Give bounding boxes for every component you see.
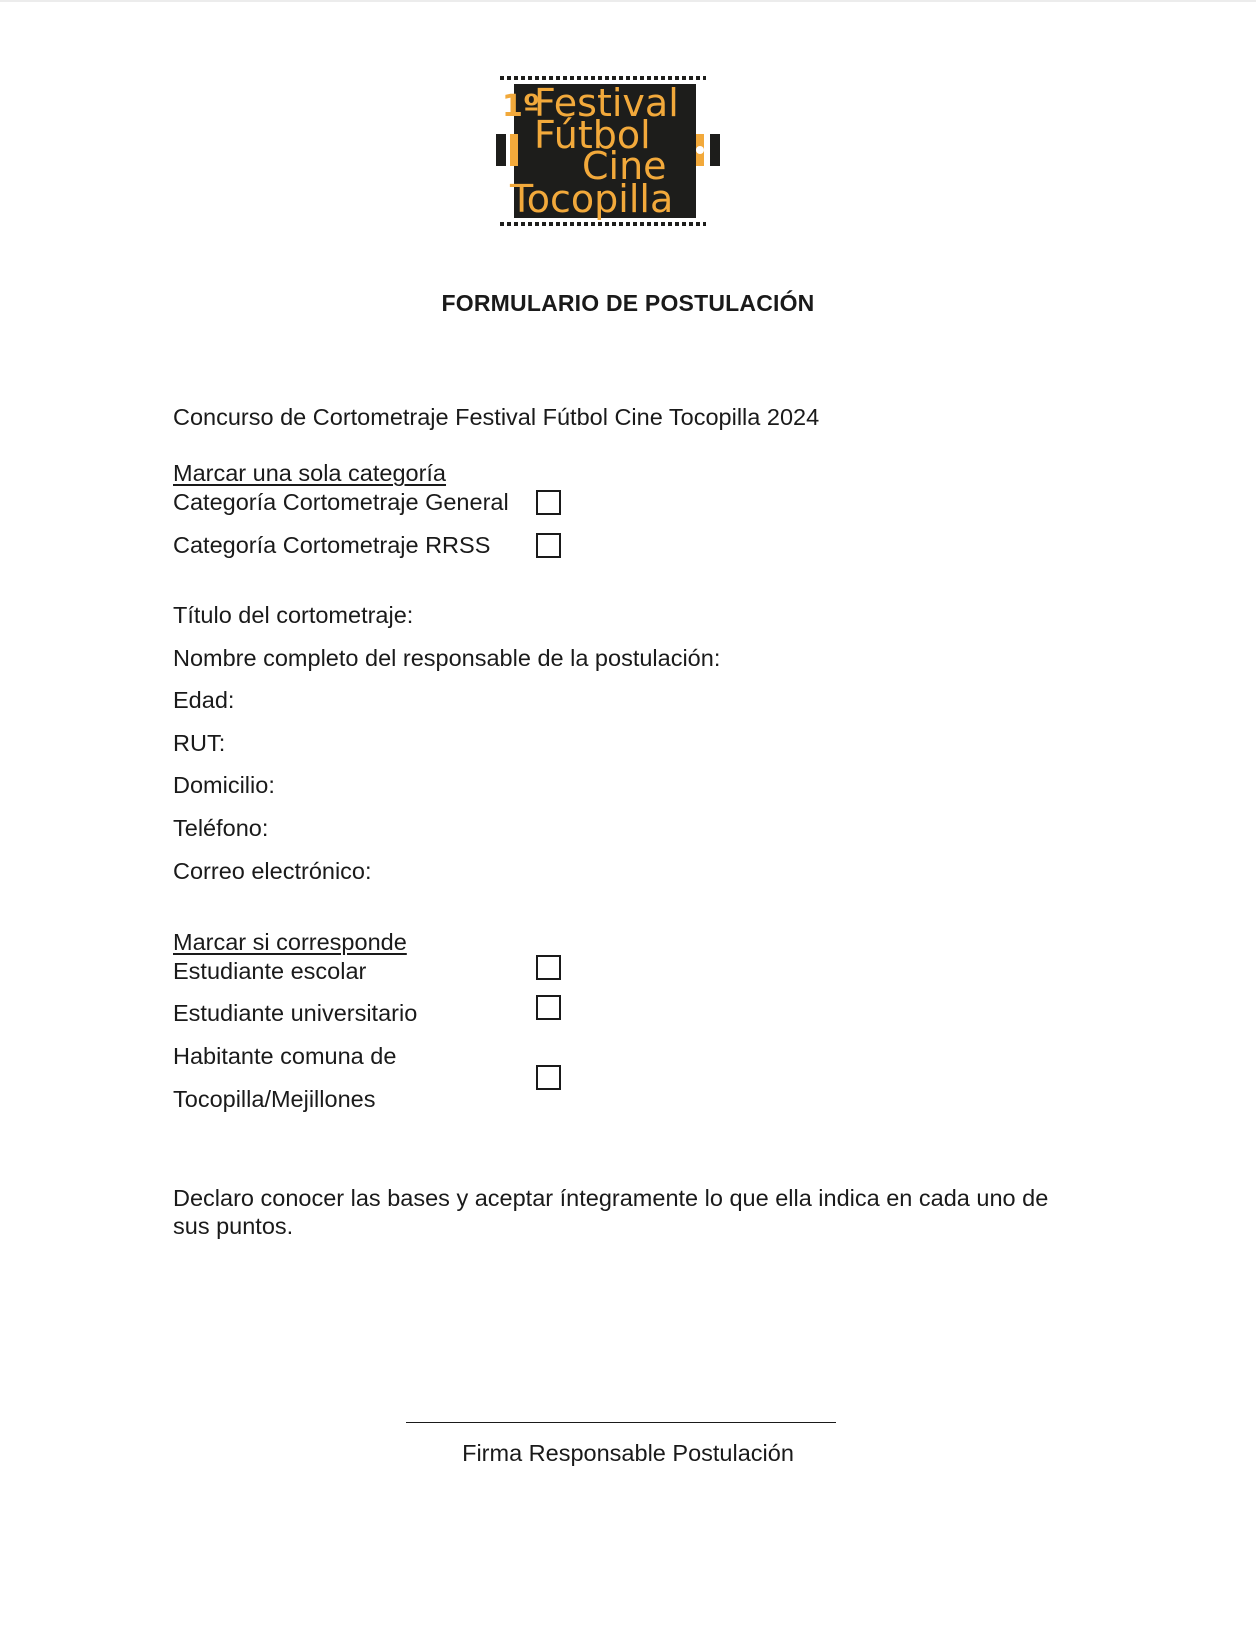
page-top-edge <box>0 0 1256 2</box>
contest-name: Concurso de Cortometraje Festival Fútbol Cine Tocopilla 2024 <box>173 404 820 430</box>
signature-line <box>406 1422 836 1423</box>
category-heading: Marcar una sola categoría <box>173 460 447 486</box>
extra-university-student-checkbox[interactable] <box>536 995 561 1020</box>
category-general-checkbox[interactable] <box>536 490 561 515</box>
extras-heading: Marcar si corresponde <box>173 929 407 955</box>
declaration-text: Declaro conocer las bases y aceptar íntegramente lo que ella indica en cada uno de sus puntos. <box>173 1185 1049 1239</box>
field-phone-label: Teléfono: <box>173 815 269 841</box>
field-age-label: Edad: <box>173 687 235 713</box>
category-rrss-checkbox[interactable] <box>536 533 561 558</box>
logo-word-tocopilla: Tocopilla <box>510 177 674 221</box>
extra-school-student-checkbox[interactable] <box>536 955 561 980</box>
field-rut-label: RUT: <box>173 730 226 756</box>
extra-resident-checkbox[interactable] <box>536 1065 561 1090</box>
logo-ordinal: 1º <box>502 89 540 124</box>
logo-word-cine: Cine <box>582 144 667 188</box>
extra-resident-label-line2: Tocopilla/Mejillones <box>173 1086 376 1112</box>
category-rrss-label: Categoría Cortometraje RRSS <box>173 532 491 558</box>
field-address-label: Domicilio: <box>173 772 275 798</box>
field-title-label: Título del cortometraje: <box>173 602 414 628</box>
extra-university-student-label: Estudiante universitario <box>173 1000 418 1026</box>
field-email-label: Correo electrónico: <box>173 858 372 884</box>
logo-word-festival: Festival <box>534 81 679 125</box>
extra-resident-label-line1: Habitante comuna de <box>173 1043 397 1069</box>
extra-school-student-label: Estudiante escolar <box>173 958 367 984</box>
category-general-label: Categoría Cortometraje General <box>173 489 509 515</box>
festival-logo <box>496 74 721 231</box>
page-title: FORMULARIO DE POSTULACIÓN <box>441 290 815 316</box>
logo-word-futbol: Fútbol <box>534 113 651 157</box>
field-responsible-name-label: Nombre completo del responsable de la postulación: <box>173 645 721 671</box>
signature-label: Firma Responsable Postulación <box>462 1440 794 1466</box>
